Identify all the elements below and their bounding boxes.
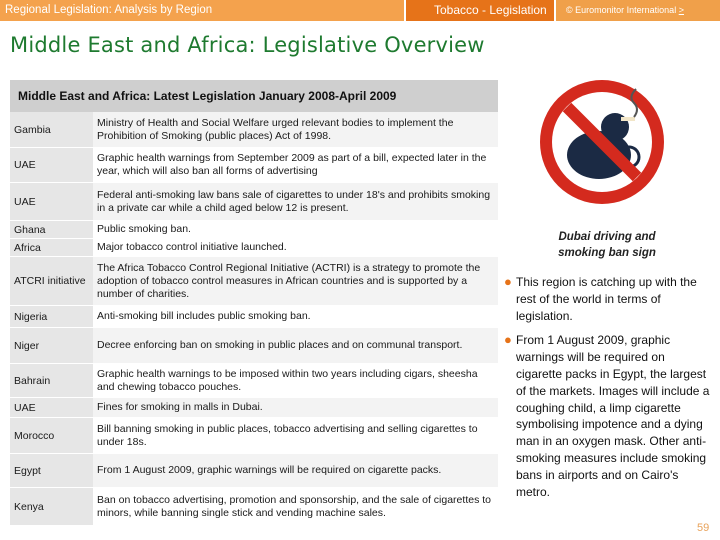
legislation-cell: From 1 August 2009, graphic warnings will be required on cigarette packs.: [93, 454, 498, 487]
cigarette: [621, 117, 635, 121]
page-title: Middle East and Africa: Legislative Overview: [10, 33, 485, 57]
legislation-cell: Anti-smoking bill includes public smoking ban.: [93, 306, 498, 327]
legislation-cell: Graphic health warnings to be imposed within two years including cigars, sheesha and chewing tobacco pouches.: [93, 364, 498, 397]
list-item: [504, 274, 714, 324]
country-cell: Morocco: [10, 418, 93, 453]
table-row: [10, 257, 498, 306]
table-row: [10, 418, 498, 454]
table-row: [10, 112, 498, 148]
topic-title: Tobacco - Legislation: [406, 0, 554, 21]
copyright-text: © Euromonitor International: [566, 5, 677, 15]
legislation-cell: Bill banning smoking in public places, tobacco advertising and selling cigarettes to under 18s.: [93, 418, 498, 453]
table-row: [10, 488, 498, 526]
table-row: [10, 221, 498, 239]
legislation-cell: Public smoking ban.: [93, 221, 498, 238]
country-cell: Africa: [10, 239, 93, 256]
country-cell: Kenya: [10, 488, 93, 525]
country-cell: Nigeria: [10, 306, 93, 327]
table-heading: Middle East and Africa: Latest Legislation January 2008-April 2009: [10, 80, 498, 112]
bullet-text: From 1 August 2009, graphic warnings will be required on cigarette packs in Egypt, the largest of the markets. Images will include a coughing child, a limp cigarette symbolising impotence and a dying man in an oxygen mask. Other anti-smoking measures include smoking bans in airports and on Cairo's metro.: [516, 333, 710, 499]
key-points-list: [504, 274, 714, 508]
legislation-cell: Graphic health warnings from September 2009 as part of a bill, expected later in the year, which will also ban all forms of advertising: [93, 148, 498, 182]
country-cell: Bahrain: [10, 364, 93, 397]
country-cell: UAE: [10, 148, 93, 182]
copyright-notice: [556, 0, 720, 21]
bullet-text: This region is catching up with the rest of the world in terms of legislation.: [516, 275, 697, 323]
table-row: [10, 148, 498, 183]
page-number: 59: [697, 522, 710, 534]
table-row: [10, 364, 498, 398]
legislation-cell: Decree enforcing ban on smoking in public places and on communal transport.: [93, 328, 498, 363]
country-cell: Niger: [10, 328, 93, 363]
next-link[interactable]: >: [678, 5, 684, 15]
legislation-cell: Ban on tobacco advertising, promotion and sponsorship, and the sale of cigarettes to minors, while banning single stick and vending machine sales.: [93, 488, 498, 525]
bullet-icon: ●: [504, 332, 512, 348]
no-smoking-driving-sign-icon: [537, 77, 667, 207]
bullet-icon: ●: [504, 274, 512, 289]
country-cell: UAE: [10, 183, 93, 220]
legislation-cell: The Africa Tobacco Control Regional Initiative (ACTRI) is a strategy to promote the adoption of tobacco control measures in African countries and is supported by a number of charities.: [93, 257, 498, 305]
country-cell: Egypt: [10, 454, 93, 487]
legislation-table: [10, 112, 498, 526]
table-row: [10, 398, 498, 418]
legislation-cell: Major tobacco control initiative launched.: [93, 239, 498, 256]
list-item: [504, 332, 714, 500]
country-cell: ATCRI initiative: [10, 257, 93, 305]
table-row: [10, 454, 498, 488]
table-row: [10, 239, 498, 257]
country-cell: Gambia: [10, 112, 93, 147]
table-row: [10, 306, 498, 328]
legislation-cell: Federal anti-smoking law bans sale of cigarettes to under 18's and prohibits smoking in a private car while a child aged below 12 is present.: [93, 183, 498, 220]
legislation-cell: Ministry of Health and Social Welfare urged relevant bodies to implement the Prohibition of Smoking (public places) Act of 1998.: [93, 112, 498, 147]
table-row: [10, 328, 498, 364]
legislation-cell: Fines for smoking in malls in Dubai.: [93, 398, 498, 417]
section-title: Regional Legislation: Analysis by Region: [0, 0, 404, 21]
country-cell: Ghana: [10, 221, 93, 238]
table-row: [10, 183, 498, 221]
header-bar: [0, 0, 720, 21]
image-caption: Dubai driving and smoking ban sign: [558, 231, 656, 259]
country-cell: UAE: [10, 398, 93, 417]
